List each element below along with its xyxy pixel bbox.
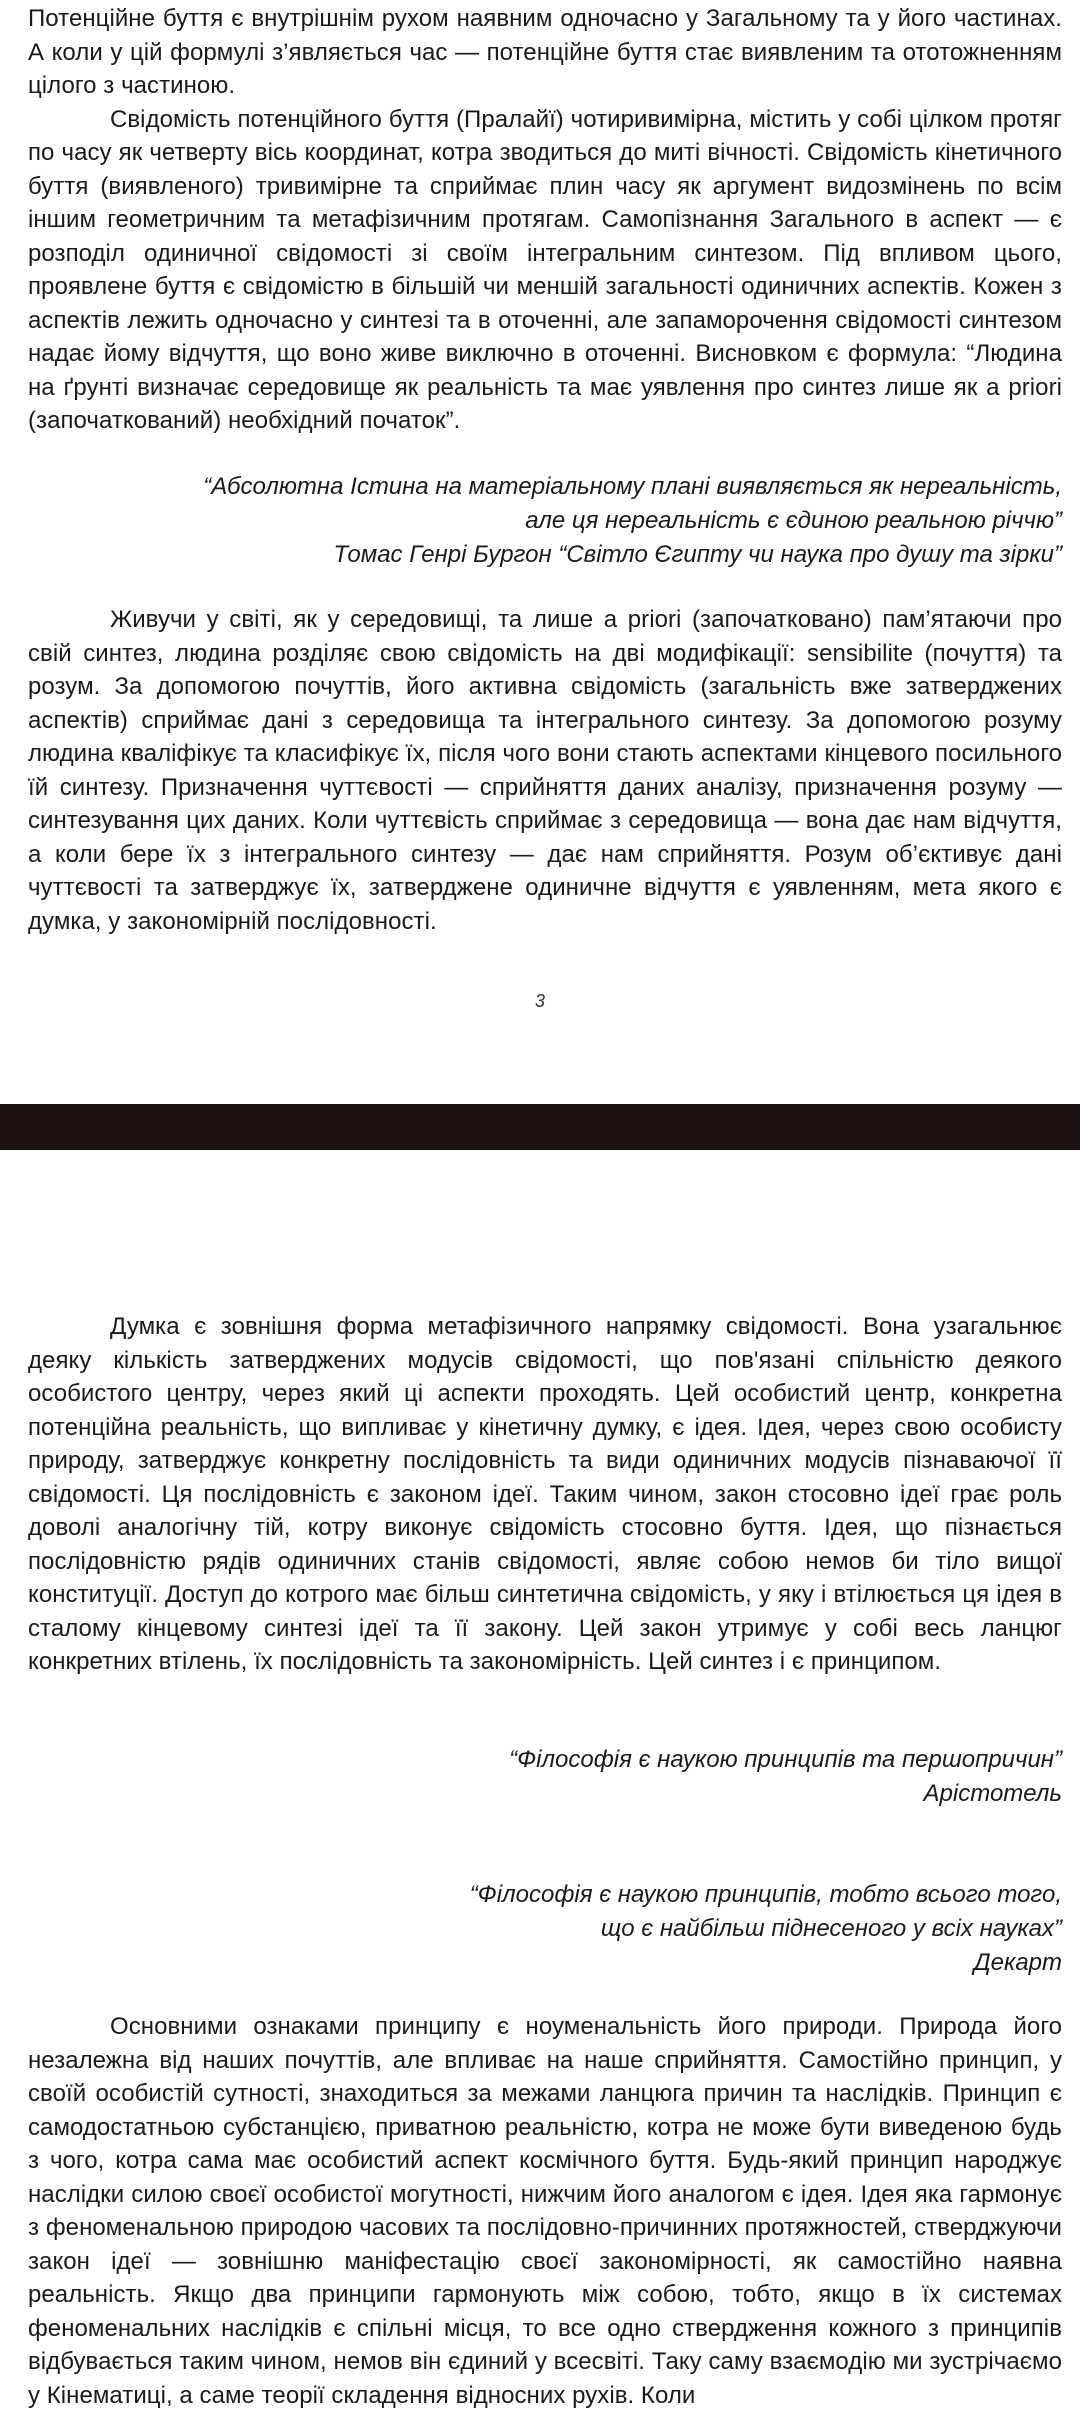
paragraph-thought: Думка є зовнішня форма метафізичного напрямку свідомості. Вона узагальнює деяку кількість затверджених модусів свідомості, що пов'язані спільністю деякого особистого центру, через який ці аспекти проходять. Цей особистий центр, конкретна потенційна реальність, що випливає у кінетичну думку, є ідея. Ідея, через свою особисту природу, затверджує конкретну послідовність та види одиничних модусів пізнаваючої її свідомості. Ця послідовність є законом ідеї. Таким чином, закон стосовно ідеї грає роль доволі аналогічну тій, котру виконує свідомість стосовно буття. Ідея, що пізнається послідовністю рядів одиничних станів свідомості, являє собою немов би тіло вищої конституції. Доступ до котрого має більш синтетична свідомість, у яку і втілюється ця ідея в сталому кінцевому синтезі ідеї та її закону. Цей закон утримує у собі весь ланцюг конкретних втілень, їх послідовність та закономірність. Цей синтез і є принципом. [28, 1313, 1062, 1675]
quote-line: але ця нереальність є єдиною реальною річчю” [525, 507, 1062, 534]
paragraph-principle: Основними ознаками принципу є ноуменальність його природи. Природа його незалежна від наших почуттів, але впливає на наше сприйняття. Самостійно принцип, у своїй особистій сутності, знаходиться за межами ланцюга причин та наслідків. Принцип є самодостатньою субстанцією, приватною реальністю, котра не може бути виведеною будь з чого, котра сама має особистий аспект космічного буття. Будь-який принцип народжує наслідки силою своєї особистої могутності, нижчим його аналогом є ідея. Ідея яка гармонує з феноменальною природою часових та послідовно-причинних протяжностей, стверджуючи закон ідеї — зовнішню маніфестацію своєї закономірності, як самостійно наявна реальність. Якщо два принципи гармонують між собою, тобто, якщо в їх системах феноменальних наслідків є спільні місця, то все одно ствердження кожного з принципів відбувається таким чином, немов він єдиний у всесвіті. Таку саму взаємодію ми зустрічаємо у Кінематиці, а саме теорії складення відносних рухів. Коли [28, 2013, 1062, 2409]
quote-line: “Філософія є наукою принципів та першопричин” [509, 1746, 1062, 1773]
epigraph-descartes [28, 1878, 1062, 1980]
quote-line: “Філософія є наукою принципів, тобто всього того, [469, 1881, 1062, 1908]
paragraph-living-in-world: Живучи у світі, як у середовищі, та лише a priori (започатковано) пам’ятаючи про свій синтез, людина розділяє свою свідомість на дві модифікації: sensibilite (почуття) та розум. За допомогою почуттів, його активна свідомість (загальність вже затверджених аспектів) сприймає дані з середовища та інтегрального синтезу. За допомогою розуму людина кваліфікує та класифікує їх, після чого вони стають аспектами кінцевого посильного їй синтезу. Призначення чуттєвості — сприйняття даних аналізу, призначення розуму — синтезування цих даних. Коли чуттєвість сприймає з середовища — вона дає нам відчуття, а коли бере їх з інтегрального синтезу — дає нам сприйняття. Розум об’єктивує дані чуттєвості та затверджує їх, затверджене одиничне відчуття є уявленням, мета якого є думка, у закономірній послідовності. [28, 606, 1062, 935]
document-page-bottom [0, 1150, 1080, 2408]
page-top-content-lower [28, 603, 1062, 938]
page-separator [0, 1104, 1080, 1150]
epigraph-aristotle [28, 1743, 1062, 1811]
page-number: 3 [534, 991, 545, 1011]
quote-author: Арістотель [923, 1780, 1062, 1807]
paragraph-potential-being: Потенційне буття є внутрішнім рухом наявним одночасно у Загальному та у його частинах. А коли у цій формулі з’являється час — потенційне буття стає виявленим та ототожненням цілого з частиною. [28, 5, 1062, 99]
page-bottom-content [28, 1310, 1062, 1679]
document-page-top [0, 0, 1080, 1104]
quote-author: Томас Генрі Бургон “Світло Єгипту чи наука про душу та зірки” [333, 541, 1062, 568]
page-bottom-content-lower [28, 2010, 1062, 2412]
quote-author: Декарт [973, 1949, 1062, 1976]
paragraph-consciousness: Свідомість потенційного буття (Пралайї) чотиривимірна, містить у собі цілком протяг по часу як четверту вісь координат, котра зводиться до миті вічності. Свідомість кінетичного буття (виявленого) тривимірне та сприймає плин часу як аргумент видозмінень по всім іншим геометричним та метафізичним протягам. Самопізнання Загального в аспект — є розподіл одиничної свідомості зі своїм інтегральним синтезом. Під впливом цього, проявлене буття є свідомістю в більшій чи меншій загальності одиничних аспектів. Кожен з аспектів лежить одночасно у синтезі та в оточенні, але запаморочення свідомості синтезом надає йому відчуття, що воно живе виключно в оточенні. Висновком є формула: “Людина на ґрунті визначає середовище як реальність та має уявлення про синтез лише як a priori (започаткований) необхідний початок”. [28, 105, 1062, 434]
quote-line: “Абсолютна Істина на матеріальному плані виявляється як нереальність, [203, 473, 1062, 500]
page-top-content [28, 2, 1062, 438]
epigraph-burgoyne [28, 470, 1062, 572]
quote-line: що є найбільш піднесеного у всіх науках” [600, 1915, 1062, 1942]
